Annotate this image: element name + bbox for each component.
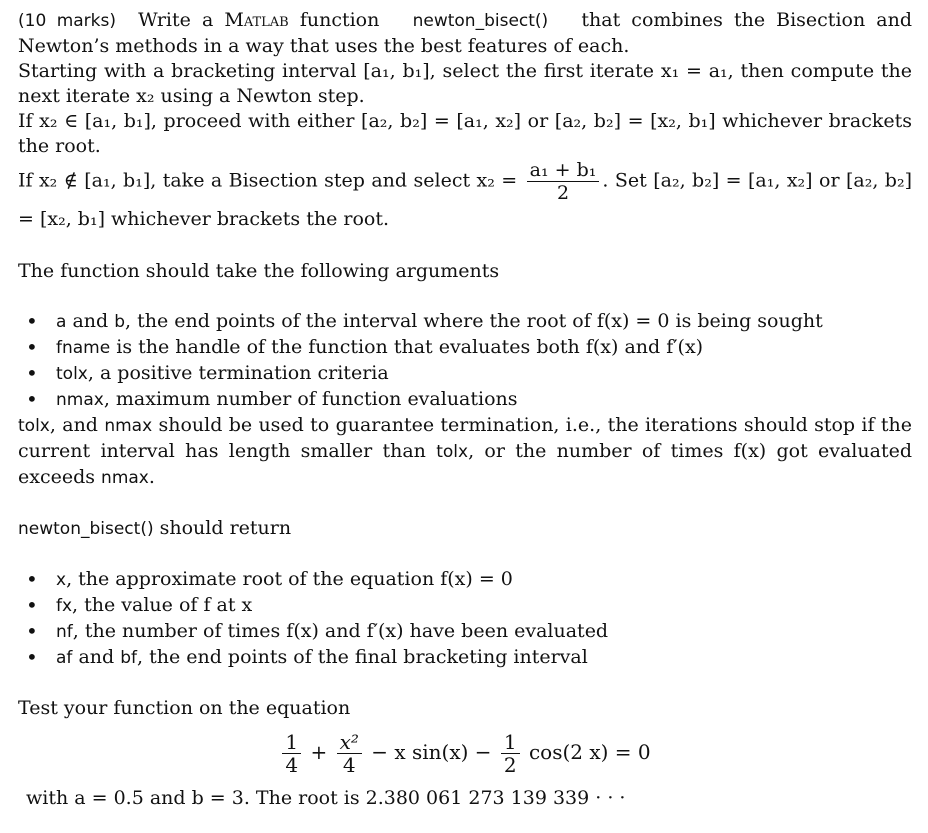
spacer [18, 671, 912, 696]
test-heading: Test your function on the equation [18, 697, 351, 719]
ret-code: x [56, 570, 67, 590]
marks-label: (10 marks) [18, 11, 116, 31]
test-equation [18, 731, 912, 776]
arg-code: tolx [56, 364, 88, 384]
intro-rest: that combines the Bisection and Newton’s methods in a way that uses the best features of each. [18, 9, 912, 57]
text: , or the number of times f(x) got evaluated exceeds [18, 440, 912, 488]
arg-text: , a positive termination criteria [87, 362, 389, 384]
ret-code: fx [56, 596, 73, 616]
returns-heading-text: should return [153, 517, 292, 539]
returns-list [18, 567, 912, 671]
spacer [18, 234, 912, 259]
equation-fraction [501, 731, 520, 776]
intro-write: Write a [138, 9, 214, 31]
step-bisection-b: . Set [a₂, b₂] = [a₁, x₂] or [a₂, b₂] = [x₂, b₁] whichever brackets the root. [18, 169, 912, 230]
arg-code: a [56, 312, 67, 332]
midpoint-fraction [527, 159, 600, 204]
ret-text: , the approximate root of the equation f(x) = 0 [66, 568, 513, 590]
list-item [18, 335, 912, 361]
termination-paragraph [18, 413, 912, 491]
arg-text: , the end points of the interval where the root of f(x) = 0 is being sought [125, 310, 823, 332]
matlab-name: Matlab [224, 9, 289, 31]
list-item [18, 567, 912, 593]
list-item [18, 309, 912, 335]
intro-function: function [299, 9, 380, 31]
ret-code2: bf [120, 648, 137, 668]
ret-text: , the end points of the final bracketing interval [137, 646, 588, 668]
arg-mid: and [66, 310, 115, 332]
equation-term: − x sin(x) − [371, 740, 492, 764]
arg-text: , maximum number of function evaluations [103, 388, 518, 410]
code-nmax: nmax [104, 416, 153, 436]
arguments-heading: The function should take the following arguments [18, 260, 500, 282]
equation-fraction [337, 731, 362, 776]
ret-text: , the value of f at x [72, 594, 253, 616]
text: . [148, 466, 155, 488]
list-item [18, 619, 912, 645]
function-name: newton_bisect() [18, 519, 154, 539]
spacer [18, 284, 912, 309]
problem-intro [18, 8, 912, 59]
text: , and [49, 414, 105, 436]
spacer [18, 542, 912, 567]
code-nmax: nmax [101, 468, 149, 488]
arguments-list [18, 309, 912, 413]
ret-text: , the number of times f(x) and f′(x) have been evaluated [72, 620, 609, 642]
fraction-numerator: x² [337, 731, 362, 754]
list-item [18, 645, 912, 671]
step-bracket: If x₂ ∈ [a₁, b₁], proceed with either [a₂, b₂] = [a₁, x₂] or [a₂, b₂] = [x₂, b₁] whichever brackets the root. [18, 110, 912, 157]
fraction-numerator: 1 [501, 731, 520, 754]
equation-operator: + [310, 740, 328, 764]
equation-fraction [282, 731, 301, 776]
list-item [18, 387, 912, 413]
arg-code: fname [56, 338, 111, 358]
code-tolx: tolx [436, 442, 469, 462]
list-item [18, 361, 912, 387]
spacer [18, 491, 912, 516]
fraction-denominator: 4 [342, 753, 356, 777]
step-newton: Starting with a bracketing interval [a₁, b₁], select the first iterate x₁ = a₁, then compute the next iterate x₂ using a Newton step. [18, 60, 912, 107]
test-root-statement: with a = 0.5 and b = 3. The root is 2.380 061 273 139 339 · · · [26, 787, 626, 809]
step-bisection-a: If x₂ ∉ [a₁, b₁], take a Bisection step and select x₂ = [18, 169, 518, 192]
ret-code: nf [56, 622, 73, 642]
step-bisection [18, 159, 912, 234]
fraction-denominator: 2 [556, 182, 570, 204]
arg-text: is the handle of the function that evaluates both f(x) and f′(x) [110, 336, 704, 358]
ret-code: af [56, 648, 73, 668]
function-name: newton_bisect() [412, 11, 549, 31]
fraction-numerator: a₁ + b₁ [527, 159, 600, 182]
list-item [18, 593, 912, 619]
arg-code2: b [114, 312, 126, 332]
returns-heading [18, 516, 912, 542]
text: should be used to guarantee termination, i.e., the iterations should stop if the current interval has length smaller than [18, 414, 912, 462]
arg-code: nmax [56, 390, 104, 410]
fraction-denominator: 2 [503, 753, 517, 777]
code-tolx: tolx [18, 416, 50, 436]
fraction-denominator: 4 [285, 753, 299, 777]
ret-mid: and [72, 646, 121, 668]
equation-term: cos(2 x) = 0 [528, 740, 651, 764]
fraction-numerator: 1 [282, 731, 301, 754]
